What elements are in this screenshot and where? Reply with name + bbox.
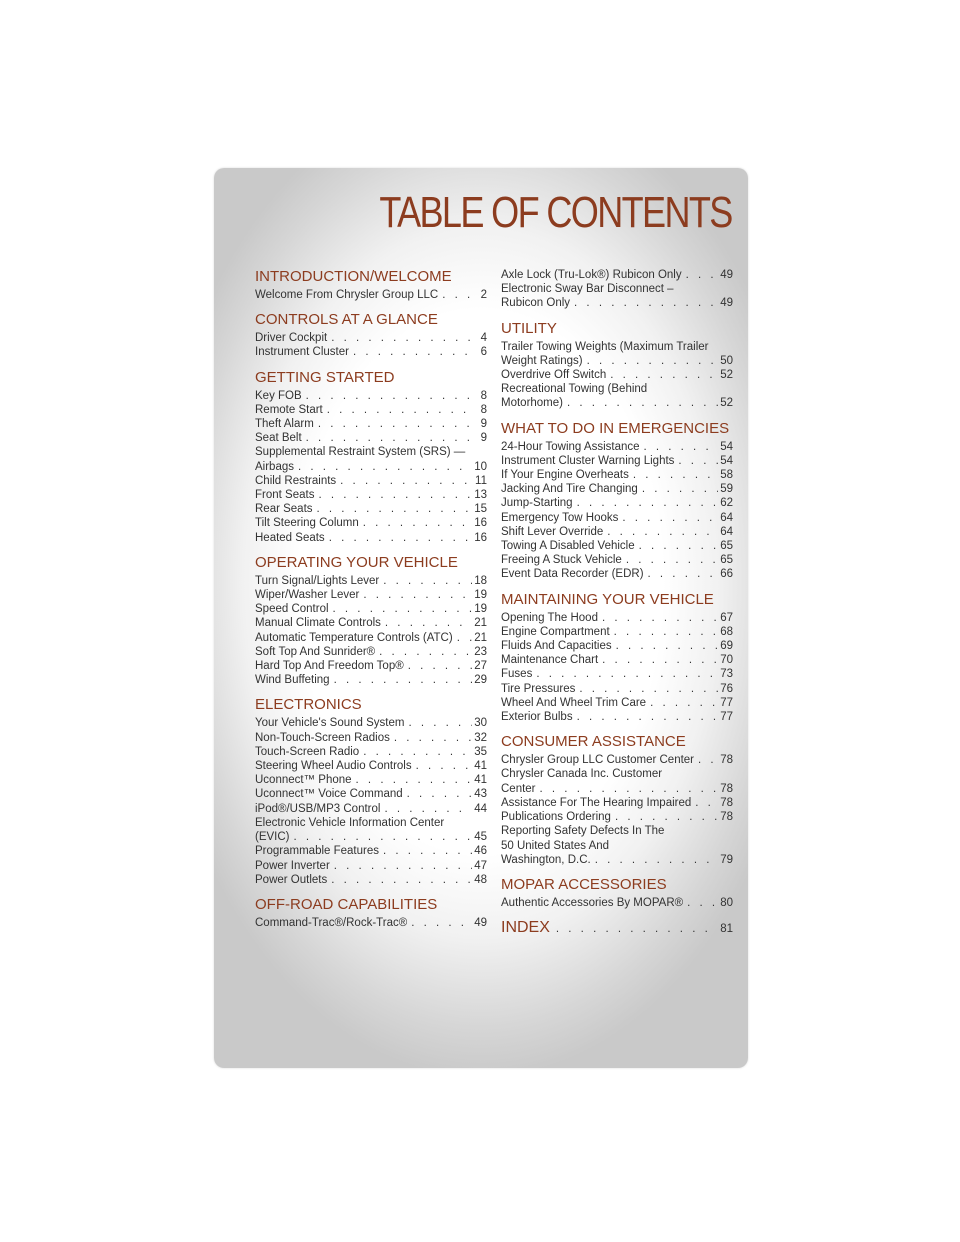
toc-entry[interactable] bbox=[255, 616, 487, 630]
toc-entry[interactable] bbox=[501, 368, 733, 382]
toc-entry[interactable] bbox=[255, 417, 487, 431]
entry-page: 67 bbox=[720, 611, 733, 624]
dot-leader bbox=[579, 682, 718, 696]
entry-label: Command-Trac®/Rock-Trac® bbox=[255, 916, 408, 929]
toc-section bbox=[501, 420, 733, 582]
dot-leader bbox=[383, 574, 472, 588]
entry-label: Jump-Starting bbox=[501, 497, 573, 510]
toc-entry[interactable] bbox=[501, 810, 733, 824]
section-title: MAINTAINING YOUR VEHICLE bbox=[501, 590, 714, 608]
entry-label: Tilt Steering Column bbox=[255, 517, 359, 530]
toc-entry[interactable] bbox=[255, 602, 487, 616]
dot-leader bbox=[327, 403, 472, 417]
dot-leader bbox=[622, 511, 718, 525]
entry-page: 78 bbox=[720, 796, 733, 809]
section-title: GETTING STARTED bbox=[255, 368, 395, 386]
toc-entry[interactable] bbox=[255, 645, 487, 659]
entry-page: 48 bbox=[474, 873, 487, 886]
section-entries bbox=[501, 440, 733, 582]
entry-label: Towing A Disabled Vehicle bbox=[501, 540, 635, 553]
toc-entry[interactable] bbox=[255, 759, 487, 773]
dot-leader bbox=[639, 539, 718, 553]
entry-page: 21 bbox=[474, 631, 487, 644]
entry-page: 70 bbox=[720, 654, 733, 667]
toc-section bbox=[501, 591, 733, 725]
toc-entry[interactable] bbox=[501, 567, 733, 581]
index-title: INDEX bbox=[501, 919, 550, 937]
entry-label: Power Inverter bbox=[255, 859, 330, 872]
dot-leader bbox=[298, 460, 472, 474]
entry-page: 79 bbox=[720, 853, 733, 866]
entry-page: 69 bbox=[720, 640, 733, 653]
dot-leader bbox=[567, 396, 718, 410]
toc-entry[interactable] bbox=[501, 710, 733, 724]
dot-leader bbox=[615, 810, 718, 824]
dot-leader bbox=[577, 496, 718, 510]
dot-leader bbox=[602, 611, 718, 625]
entry-label: Remote Start bbox=[255, 403, 323, 416]
entry-label: Soft Top And Sunrider® bbox=[255, 645, 376, 658]
entry-label: Instrument Cluster bbox=[255, 346, 349, 359]
toc-entry[interactable] bbox=[255, 488, 487, 502]
dot-leader bbox=[648, 567, 718, 581]
entry-label-line: 50 United States And bbox=[501, 839, 610, 852]
entry-label: Rear Seats bbox=[255, 503, 313, 516]
entry-page: 11 bbox=[475, 474, 487, 487]
page-title: TABLE OF CONTENTS bbox=[379, 188, 732, 237]
entry-page: 65 bbox=[720, 554, 733, 567]
section-title: CONSUMER ASSISTANCE bbox=[501, 733, 686, 751]
entry-label: Uconnect™ Voice Command bbox=[255, 788, 403, 801]
dot-leader bbox=[536, 667, 718, 681]
entry-page: 19 bbox=[474, 589, 487, 602]
entry-label: Fuses bbox=[501, 668, 533, 681]
dot-leader bbox=[595, 853, 718, 867]
toc-entry[interactable] bbox=[255, 474, 487, 488]
entry-page: 9 bbox=[480, 432, 487, 445]
entry-label: Wiper/Washer Lever bbox=[255, 589, 360, 602]
toc-section bbox=[255, 311, 487, 359]
entry-label: Touch-Screen Radio bbox=[255, 745, 360, 758]
entry-label: Front Seats bbox=[255, 489, 315, 502]
dot-leader bbox=[574, 296, 718, 310]
entry-label: Wheel And Wheel Trim Care bbox=[501, 696, 647, 709]
entry-label: Hard Top And Freedom Top® bbox=[255, 660, 404, 673]
toc-entry[interactable] bbox=[501, 454, 733, 468]
dot-leader bbox=[363, 588, 472, 602]
entry-label-line: Supplemental Restraint System (SRS) — bbox=[255, 446, 466, 459]
toc-section bbox=[255, 896, 487, 930]
section-entries bbox=[501, 753, 733, 867]
entry-label: Fluids And Capacities bbox=[501, 640, 612, 653]
dot-leader bbox=[686, 268, 718, 282]
toc-entry-multiline[interactable] bbox=[501, 767, 733, 795]
entry-page: 77 bbox=[720, 696, 733, 709]
entry-page: 4 bbox=[480, 332, 487, 345]
section-entries bbox=[255, 716, 487, 886]
section-entries bbox=[501, 268, 733, 311]
toc-entry[interactable] bbox=[255, 345, 487, 359]
entry-label: Center bbox=[501, 782, 536, 795]
entry-page: 81 bbox=[720, 923, 733, 936]
dot-leader bbox=[614, 625, 718, 639]
entry-page: 65 bbox=[720, 540, 733, 553]
toc-entry[interactable] bbox=[255, 716, 487, 730]
toc-right-column bbox=[501, 268, 733, 937]
entry-page: 18 bbox=[474, 574, 487, 587]
toc-entry[interactable] bbox=[255, 916, 487, 930]
section-title: MOPAR ACCESSORIES bbox=[501, 875, 667, 893]
entry-label: Event Data Recorder (EDR) bbox=[501, 568, 644, 581]
entry-page: 21 bbox=[474, 617, 487, 630]
entry-label: Seat Belt bbox=[255, 432, 302, 445]
toc-entry-multiline[interactable] bbox=[255, 816, 487, 844]
toc-entry[interactable] bbox=[255, 873, 487, 887]
entry-page: 45 bbox=[474, 831, 487, 844]
dot-leader bbox=[407, 787, 472, 801]
entry-label: Publications Ordering bbox=[501, 811, 611, 824]
dot-leader bbox=[379, 645, 472, 659]
dot-leader bbox=[416, 759, 472, 773]
toc-section bbox=[501, 876, 733, 910]
toc-entry[interactable] bbox=[255, 673, 487, 687]
toc-section bbox=[255, 554, 487, 688]
entry-label-line: Chrysler Canada Inc. Customer bbox=[501, 768, 663, 781]
entry-page: 73 bbox=[720, 668, 733, 681]
toc-entry[interactable] bbox=[255, 773, 487, 787]
section-title: OPERATING YOUR VEHICLE bbox=[255, 553, 458, 571]
entry-page: 50 bbox=[720, 354, 733, 367]
dot-leader bbox=[687, 896, 718, 910]
entry-page: 13 bbox=[474, 489, 487, 502]
entry-label: Assistance For The Hearing Impaired bbox=[501, 796, 692, 809]
entry-page: 49 bbox=[720, 297, 733, 310]
entry-page: 41 bbox=[474, 774, 487, 787]
entry-page: 10 bbox=[474, 460, 487, 473]
section-title: WHAT TO DO IN EMERGENCIES bbox=[501, 419, 730, 437]
section-entries bbox=[501, 611, 733, 725]
toc-entry-multiline[interactable] bbox=[501, 824, 733, 867]
dot-leader bbox=[457, 631, 472, 645]
entry-label: Speed Control bbox=[255, 603, 329, 616]
section-entries bbox=[501, 896, 733, 910]
entry-label: Shift Lever Override bbox=[501, 525, 604, 538]
entry-label: Welcome From Chrysler Group LLC bbox=[255, 289, 439, 301]
dot-leader bbox=[602, 653, 718, 667]
toc-entry[interactable] bbox=[255, 659, 487, 673]
entry-label-line: Reporting Safety Defects In The bbox=[501, 825, 665, 838]
dot-leader bbox=[385, 616, 472, 630]
dot-leader bbox=[556, 923, 718, 935]
entry-page: 44 bbox=[474, 802, 487, 815]
toc-entry[interactable] bbox=[501, 667, 733, 681]
entry-label: Washington, D.C. bbox=[501, 853, 591, 866]
entry-page: 35 bbox=[474, 745, 487, 758]
toc-entry[interactable] bbox=[501, 796, 733, 810]
toc-entry[interactable] bbox=[501, 440, 733, 454]
dot-leader bbox=[383, 844, 472, 858]
dot-leader bbox=[306, 431, 472, 445]
section-entries bbox=[255, 331, 487, 359]
entry-label: Overdrive Off Switch bbox=[501, 369, 607, 382]
entry-page: 62 bbox=[720, 497, 733, 510]
entry-label: Steering Wheel Audio Controls bbox=[255, 760, 412, 773]
toc-section bbox=[255, 696, 487, 886]
entry-label: Instrument Cluster Warning Lights bbox=[501, 454, 675, 467]
entry-page: 9 bbox=[480, 418, 487, 431]
entry-label: 24-Hour Towing Assistance bbox=[501, 440, 640, 453]
dot-leader bbox=[363, 516, 472, 530]
dot-leader bbox=[356, 773, 472, 787]
toc-entry[interactable] bbox=[255, 331, 487, 345]
toc-entry[interactable] bbox=[501, 553, 733, 567]
entry-label: Motorhome) bbox=[501, 397, 563, 410]
entry-page: 78 bbox=[720, 782, 733, 795]
section-entries bbox=[255, 574, 487, 688]
entry-page: 58 bbox=[720, 469, 733, 482]
entry-label: Manual Climate Controls bbox=[255, 617, 381, 630]
entry-page: 52 bbox=[720, 397, 733, 410]
toc-entry[interactable] bbox=[501, 482, 733, 496]
dot-leader bbox=[442, 288, 472, 302]
entry-label: Airbags bbox=[255, 460, 294, 473]
entry-label: (EVIC) bbox=[255, 831, 290, 844]
toc-section bbox=[501, 320, 733, 411]
dot-leader bbox=[340, 474, 472, 488]
toc-entry[interactable] bbox=[255, 745, 487, 759]
toc-entry[interactable] bbox=[501, 511, 733, 525]
dot-leader bbox=[678, 454, 718, 468]
toc-entry[interactable] bbox=[501, 653, 733, 667]
dot-leader bbox=[695, 796, 718, 810]
toc-entry[interactable] bbox=[255, 389, 487, 403]
entry-page: 68 bbox=[720, 625, 733, 638]
entry-page: 64 bbox=[720, 525, 733, 538]
entry-page: 76 bbox=[720, 682, 733, 695]
toc-entry[interactable] bbox=[501, 268, 733, 282]
entry-label: Wind Buffeting bbox=[255, 674, 330, 687]
dot-leader bbox=[577, 710, 718, 724]
entry-label: Automatic Temperature Controls (ATC) bbox=[255, 631, 453, 644]
section-title: INTRODUCTION/WELCOME bbox=[255, 268, 452, 285]
entry-label: Jacking And Tire Changing bbox=[501, 483, 638, 496]
toc-entry[interactable] bbox=[501, 639, 733, 653]
toc-left-column bbox=[255, 268, 487, 939]
toc-section bbox=[255, 268, 487, 302]
entry-page: 30 bbox=[474, 717, 487, 730]
dot-leader bbox=[318, 417, 472, 431]
toc-entry[interactable] bbox=[255, 403, 487, 417]
entry-page: 16 bbox=[474, 517, 487, 530]
entry-page: 52 bbox=[720, 369, 733, 382]
toc-entry[interactable] bbox=[255, 844, 487, 858]
entry-page: 8 bbox=[480, 403, 487, 416]
entry-label: Driver Cockpit bbox=[255, 332, 328, 345]
toc-entry[interactable] bbox=[255, 516, 487, 530]
entry-label: Authentic Accessories By MOPAR® bbox=[501, 896, 684, 909]
dot-leader bbox=[642, 482, 718, 496]
dot-leader bbox=[650, 696, 718, 710]
toc-card bbox=[214, 168, 748, 1068]
entry-label: If Your Engine Overheats bbox=[501, 469, 629, 482]
dot-leader bbox=[633, 468, 718, 482]
dot-leader bbox=[394, 731, 472, 745]
toc-entry-multiline[interactable] bbox=[501, 282, 733, 310]
dot-leader bbox=[610, 368, 718, 382]
toc-entry[interactable] bbox=[501, 753, 733, 767]
entry-page: 8 bbox=[480, 389, 487, 402]
section-entries bbox=[255, 389, 487, 545]
entry-label: iPod®/USB/MP3 Control bbox=[255, 802, 381, 815]
entry-label: Your Vehicle's Sound System bbox=[255, 717, 405, 730]
dot-leader bbox=[540, 782, 718, 796]
entry-page: 77 bbox=[720, 711, 733, 724]
dot-leader bbox=[294, 830, 473, 844]
dot-leader bbox=[334, 673, 472, 687]
entry-page: 32 bbox=[474, 731, 487, 744]
toc-entry[interactable] bbox=[255, 288, 487, 302]
entry-label: Key FOB bbox=[255, 389, 302, 402]
toc-entry-multiline[interactable] bbox=[501, 340, 733, 368]
toc-entry-multiline[interactable] bbox=[501, 382, 733, 410]
entry-page: 78 bbox=[720, 754, 733, 767]
entry-page: 6 bbox=[480, 346, 487, 359]
dot-leader bbox=[306, 389, 472, 403]
toc-entry[interactable] bbox=[255, 731, 487, 745]
dot-leader bbox=[616, 639, 718, 653]
dot-leader bbox=[329, 531, 472, 545]
section-entries bbox=[255, 916, 487, 930]
dot-leader bbox=[363, 745, 472, 759]
toc-entry[interactable] bbox=[255, 631, 487, 645]
entry-page: 43 bbox=[474, 788, 487, 801]
entry-label: Non-Touch-Screen Radios bbox=[255, 731, 390, 744]
entry-label-line: Recreational Towing (Behind bbox=[501, 383, 648, 396]
toc-entry[interactable] bbox=[501, 539, 733, 553]
entry-label: Child Restraints bbox=[255, 474, 337, 487]
entry-label: Rubicon Only bbox=[501, 297, 571, 310]
dot-leader bbox=[408, 659, 472, 673]
entry-page: 23 bbox=[474, 645, 487, 658]
entry-label: Maintenance Chart bbox=[501, 654, 599, 667]
entry-label: Programmable Features bbox=[255, 845, 379, 858]
dot-leader bbox=[626, 553, 718, 567]
toc-entry[interactable] bbox=[501, 682, 733, 696]
dot-leader bbox=[318, 488, 472, 502]
entry-label: Theft Alarm bbox=[255, 418, 314, 431]
entry-page: 27 bbox=[474, 660, 487, 673]
section-title: UTILITY bbox=[501, 319, 557, 337]
entry-page: 46 bbox=[474, 845, 487, 858]
section-title: OFF-ROAD CAPABILITIES bbox=[255, 895, 438, 913]
toc-entry[interactable] bbox=[255, 431, 487, 445]
entry-label: Freeing A Stuck Vehicle bbox=[501, 554, 622, 567]
entry-page: 78 bbox=[720, 811, 733, 824]
entry-page: 59 bbox=[720, 483, 733, 496]
toc-section-continued bbox=[501, 268, 733, 311]
toc-entry[interactable] bbox=[255, 802, 487, 816]
entry-page: 64 bbox=[720, 511, 733, 524]
toc-entry[interactable] bbox=[501, 896, 733, 910]
section-entries bbox=[501, 340, 733, 411]
dot-leader bbox=[331, 873, 472, 887]
section-title: ELECTRONICS bbox=[255, 696, 362, 714]
entry-label-line: Trailer Towing Weights (Maximum Trailer bbox=[501, 340, 709, 353]
entry-page: 80 bbox=[720, 896, 733, 909]
toc-entry[interactable] bbox=[255, 787, 487, 801]
dot-leader bbox=[698, 753, 718, 767]
entry-label: Exterior Bulbs bbox=[501, 711, 573, 724]
entry-label: Weight Ratings) bbox=[501, 354, 583, 367]
toc-entry[interactable] bbox=[501, 496, 733, 510]
entry-label-line: Electronic Sway Bar Disconnect – bbox=[501, 283, 674, 296]
entry-label: Opening The Hood bbox=[501, 611, 598, 624]
dot-leader bbox=[411, 916, 472, 930]
entry-label: Chrysler Group LLC Customer Center bbox=[501, 754, 695, 767]
entry-page: 54 bbox=[720, 440, 733, 453]
dot-leader bbox=[408, 716, 472, 730]
dot-leader bbox=[334, 859, 472, 873]
entry-page: 2 bbox=[480, 289, 487, 301]
entry-page: 41 bbox=[474, 760, 487, 773]
entry-page: 16 bbox=[474, 531, 487, 544]
entry-page: 66 bbox=[720, 568, 733, 581]
toc-entry[interactable] bbox=[255, 531, 487, 545]
toc-entry[interactable] bbox=[501, 525, 733, 539]
entry-page: 19 bbox=[474, 603, 487, 616]
dot-leader bbox=[331, 331, 472, 345]
entry-label: Engine Compartment bbox=[501, 625, 610, 638]
dot-leader bbox=[317, 502, 472, 516]
toc-section bbox=[255, 369, 487, 545]
toc-section bbox=[501, 733, 733, 867]
dot-leader bbox=[353, 345, 472, 359]
dot-leader bbox=[607, 525, 718, 539]
entry-page: 15 bbox=[474, 503, 487, 516]
dot-leader bbox=[587, 354, 718, 368]
entry-label: Emergency Tow Hooks bbox=[501, 511, 619, 524]
toc-entry[interactable] bbox=[255, 502, 487, 516]
toc-entry[interactable] bbox=[501, 625, 733, 639]
entry-label-line: Electronic Vehicle Information Center bbox=[255, 816, 445, 829]
toc-entry[interactable] bbox=[501, 696, 733, 710]
toc-entry[interactable] bbox=[255, 574, 487, 588]
entry-page: 47 bbox=[474, 859, 487, 872]
entry-label: Tire Pressures bbox=[501, 682, 576, 695]
toc-entry[interactable] bbox=[501, 611, 733, 625]
toc-entry[interactable] bbox=[501, 468, 733, 482]
dot-leader bbox=[333, 602, 472, 616]
dot-leader bbox=[644, 440, 719, 454]
entry-page: 49 bbox=[720, 269, 733, 281]
entry-page: 54 bbox=[720, 454, 733, 467]
entry-label: Heated Seats bbox=[255, 531, 325, 544]
toc-entry-multiline[interactable] bbox=[255, 445, 487, 473]
entry-label: Power Outlets bbox=[255, 873, 328, 886]
entry-label: Uconnect™ Phone bbox=[255, 774, 352, 787]
section-title: CONTROLS AT A GLANCE bbox=[255, 311, 438, 329]
entry-page: 29 bbox=[474, 674, 487, 687]
dot-leader bbox=[384, 802, 472, 816]
toc-index-entry[interactable] bbox=[501, 919, 733, 937]
entry-label: Turn Signal/Lights Lever bbox=[255, 574, 380, 587]
toc-entry[interactable] bbox=[255, 859, 487, 873]
toc-entry[interactable] bbox=[255, 588, 487, 602]
entry-page: 49 bbox=[474, 916, 487, 929]
entry-label: Axle Lock (Tru-Lok®) Rubicon Only bbox=[501, 269, 682, 281]
section-entries bbox=[255, 288, 487, 302]
